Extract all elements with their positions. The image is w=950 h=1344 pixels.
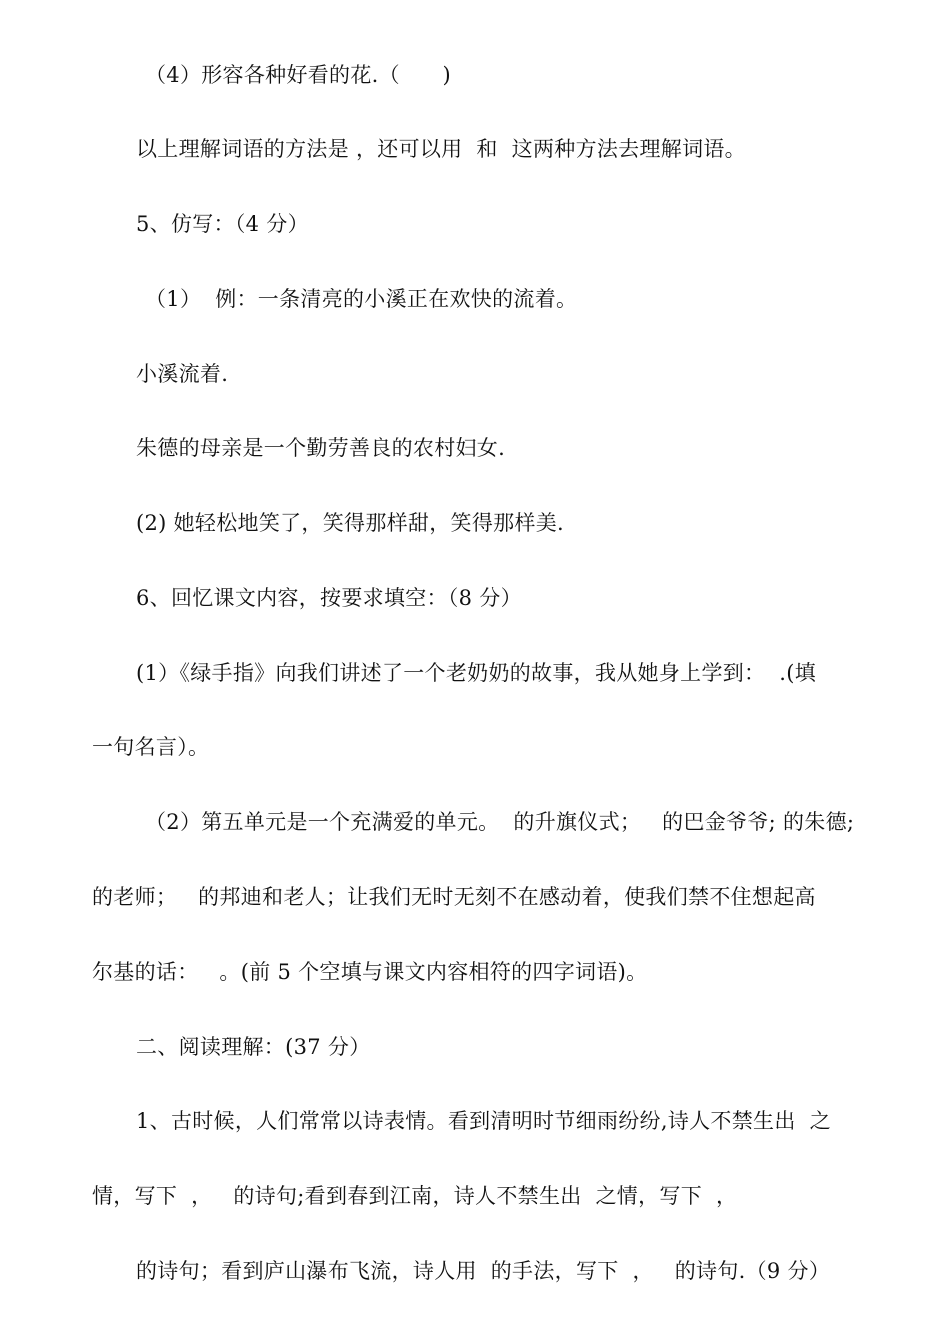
question-6-2-continuation-2: 尔基的话： 。(前 5 个空填与课文内容相符的四字词语)。 bbox=[92, 960, 648, 984]
question-6-2-continuation-1: 的老师； 的邦迪和老人；让我们无时无刻不在感动着，使我们禁不住想起高 bbox=[92, 885, 816, 909]
question-6-2-line: （2）第五单元是一个充满爱的单元。 的升旗仪式； 的巴金爷爷; 的朱德; bbox=[145, 810, 855, 834]
exercise-line-2: 朱德的母亲是一个勤劳善良的农村妇女. bbox=[136, 436, 506, 460]
reading-q1-continuation-2: 的诗句；看到庐山瀑布飞流，诗人用 的手法，写下 ， 的诗句.（9 分） bbox=[136, 1259, 831, 1283]
example-line: （1） 例：一条清亮的小溪正在欢快的流着。 bbox=[145, 287, 578, 311]
question-6-1-continuation: 一句名言）。 bbox=[92, 735, 210, 759]
question-5-heading: 5、仿写：（4 分） bbox=[136, 212, 309, 236]
reading-q1-line: 1、古时候，人们常常以诗表情。看到清明时节细雨纷纷,诗人不禁生出 之 bbox=[136, 1109, 831, 1133]
exercise-line-1: 小溪流着. bbox=[136, 362, 229, 386]
section-2-heading: 二、阅读理解：(37 分） bbox=[136, 1035, 371, 1059]
question-4-line: （4）形容各种好看的花.（ ) bbox=[145, 63, 452, 87]
question-6-1-line: (1）《绿手指》向我们讲述了一个老奶奶的故事，我从她身上学到： .(填 bbox=[136, 661, 817, 685]
question-6-heading: 6、回忆课文内容，按要求填空：（8 分） bbox=[136, 586, 522, 610]
exercise-line-3: (2) 她轻松地笑了，笑得那样甜，笑得那样美. bbox=[136, 511, 564, 535]
method-line: 以上理解词语的方法是 ，还可以用 和 这两种方法去理解词语。 bbox=[136, 137, 746, 161]
reading-q1-continuation-1: 情，写下 ， 的诗句;看到春到江南，诗人不禁生出 之情，写下 ， bbox=[92, 1184, 738, 1208]
